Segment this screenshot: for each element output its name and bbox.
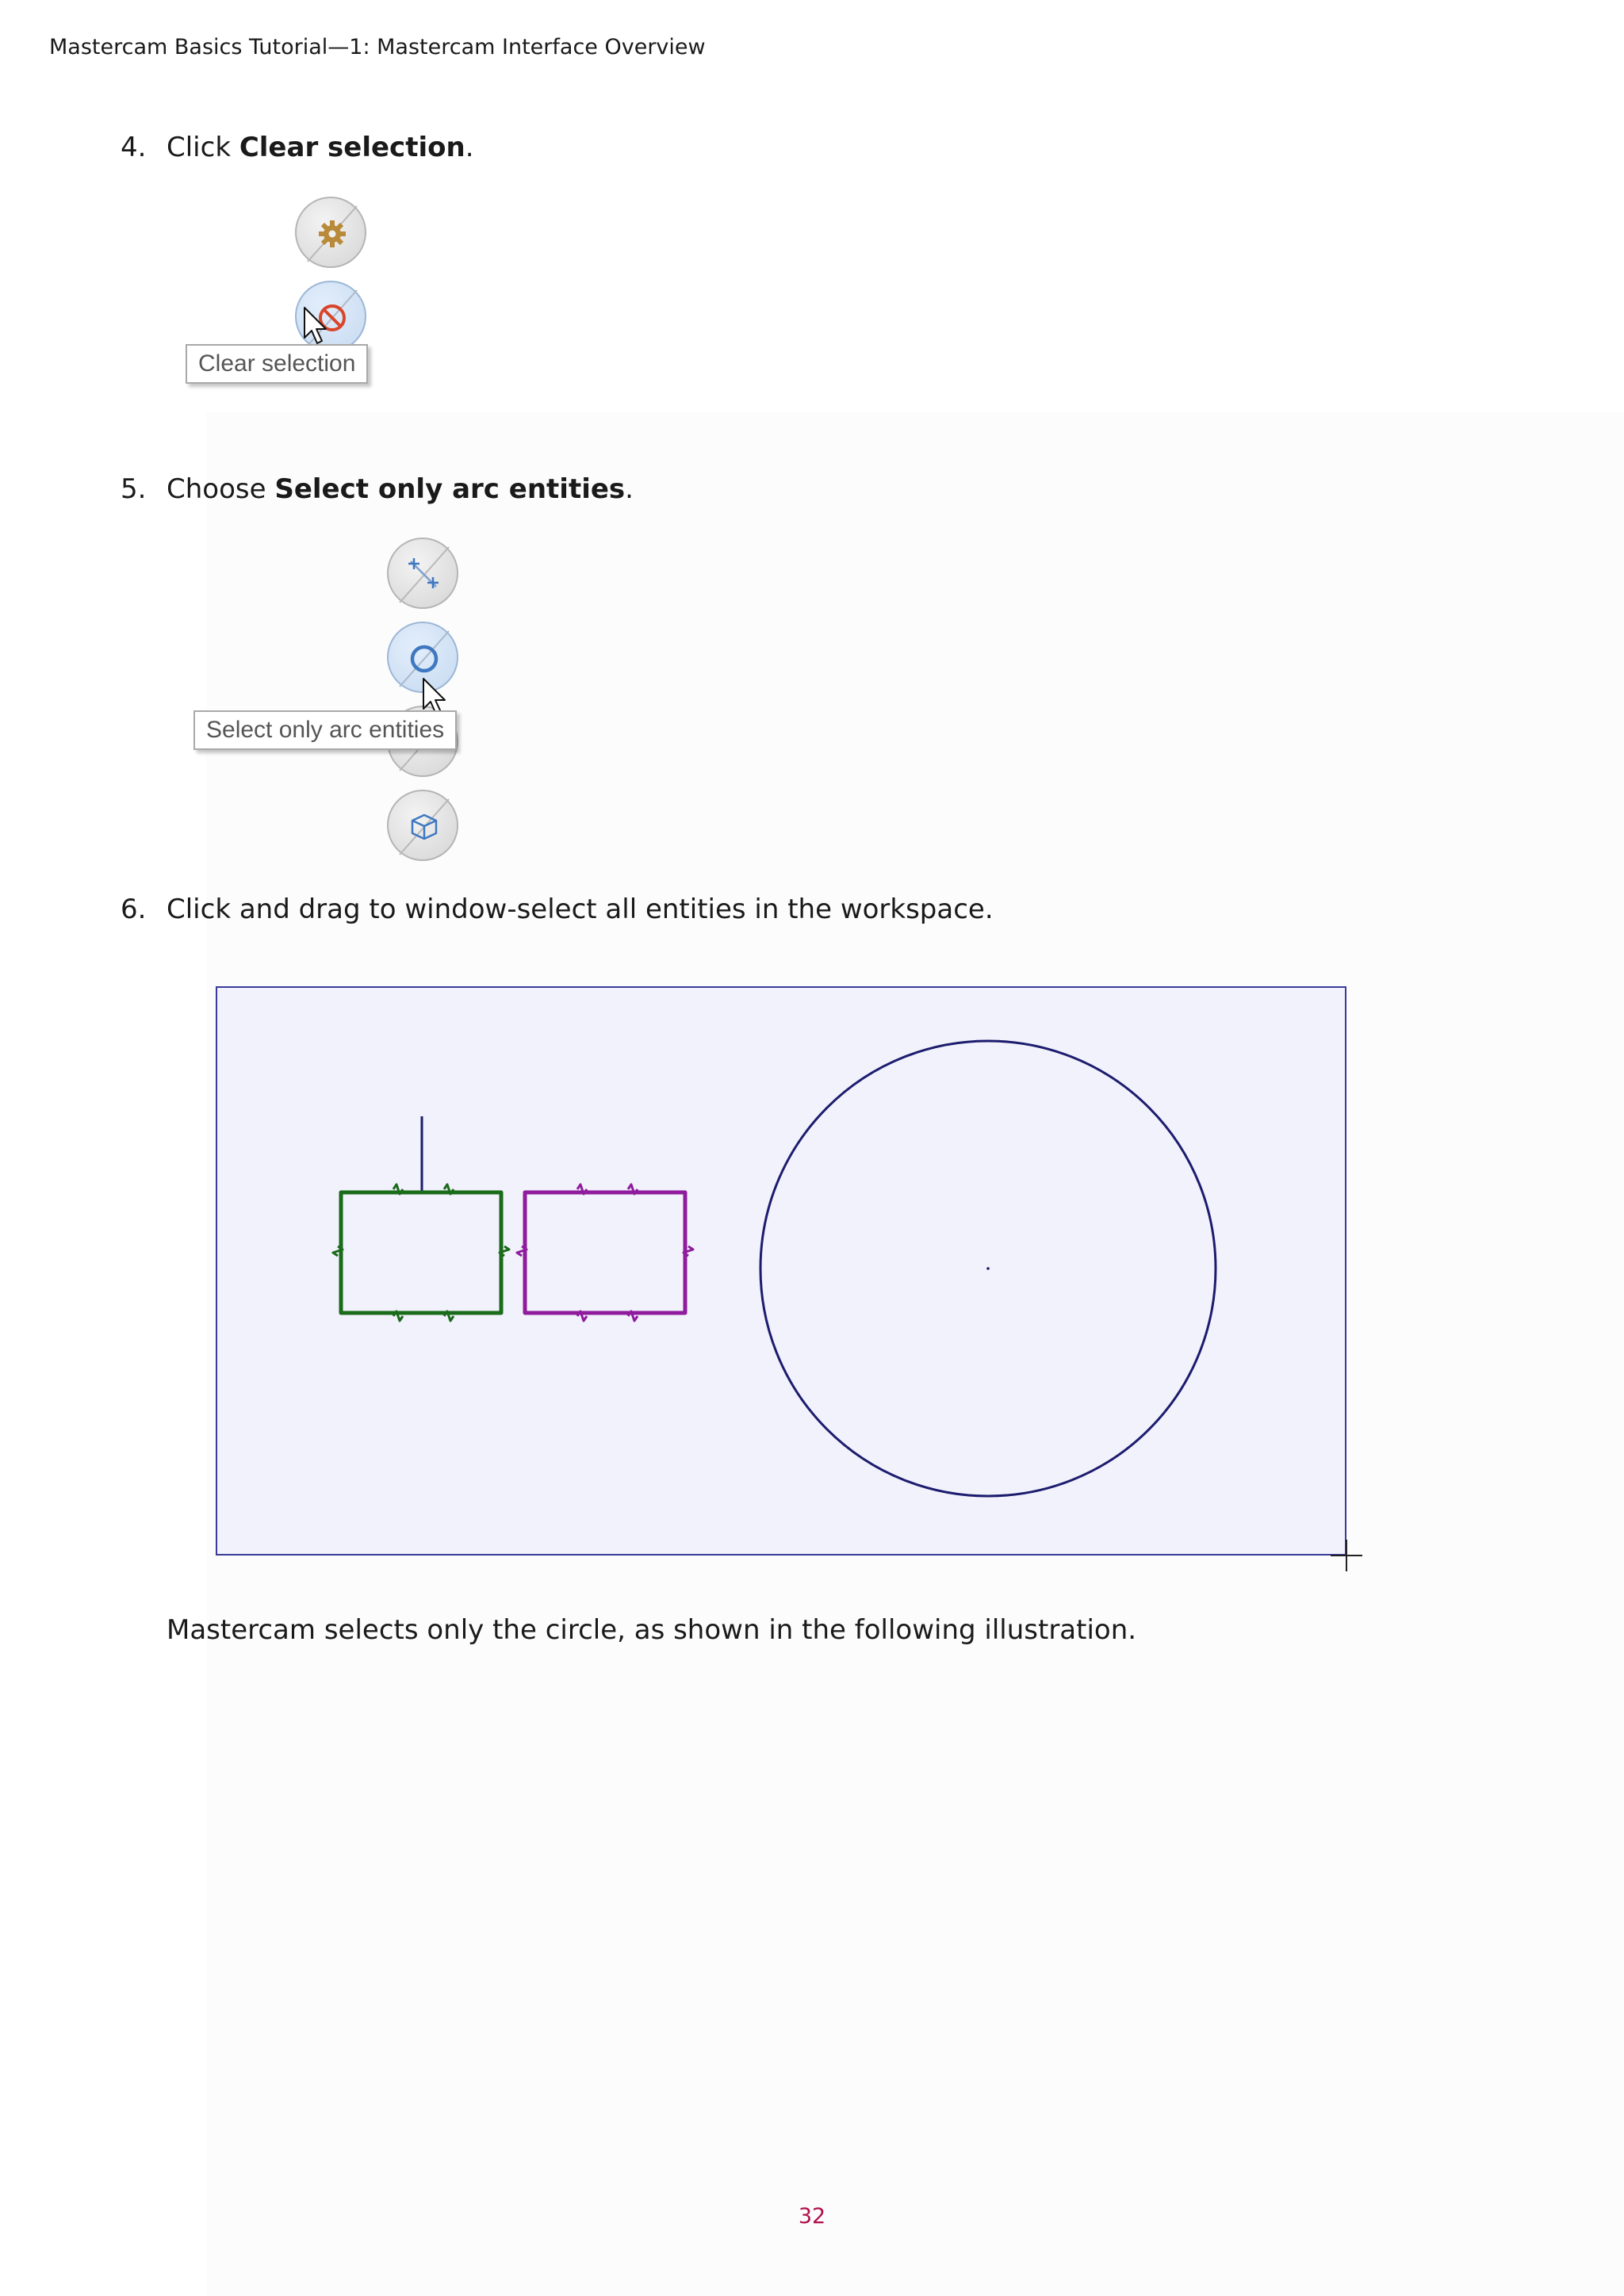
step-number: 4. — [121, 132, 147, 163]
step-text: Click Clear selection. — [167, 132, 474, 163]
document-header: Mastercam Basics Tutorial—1: Mastercam Interface Overview — [49, 35, 706, 59]
point-select-icon — [389, 539, 460, 610]
step-number: 6. — [121, 894, 147, 925]
select-only-arcs-tooltip: Select only arc entities — [193, 710, 457, 750]
gear-button[interactable] — [295, 197, 366, 268]
cube-icon — [389, 791, 460, 863]
step-6 — [121, 894, 994, 925]
mouse-cursor-icon — [303, 306, 330, 347]
step-4 — [121, 132, 474, 163]
gear-icon — [297, 198, 368, 270]
green-rectangle — [333, 1184, 509, 1321]
circle-center-point — [986, 1267, 990, 1270]
step-bold-term: Select only arc entities — [274, 473, 626, 505]
purple-rectangle — [517, 1184, 693, 1321]
step-text: Click and drag to window-select all entities in the workspace. — [167, 894, 994, 925]
step-5 — [121, 473, 634, 505]
select-only-points-button[interactable] — [387, 538, 458, 609]
clear-selection-tooltip: Clear selection — [186, 344, 368, 384]
graphics-workspace[interactable] — [216, 986, 1346, 1556]
select-only-solids-button[interactable] — [387, 790, 458, 861]
workspace-geometry — [217, 988, 1348, 1557]
step-bold-term: Clear selection — [239, 132, 465, 163]
step-text: Choose Select only arc entities. — [167, 473, 634, 505]
crosshair-cursor-icon — [1329, 1538, 1364, 1573]
result-paragraph: Mastercam selects only the circle, as shown in the following illustration. — [167, 1614, 1137, 1646]
step-number: 5. — [121, 473, 147, 505]
page-number: 32 — [798, 2204, 826, 2229]
